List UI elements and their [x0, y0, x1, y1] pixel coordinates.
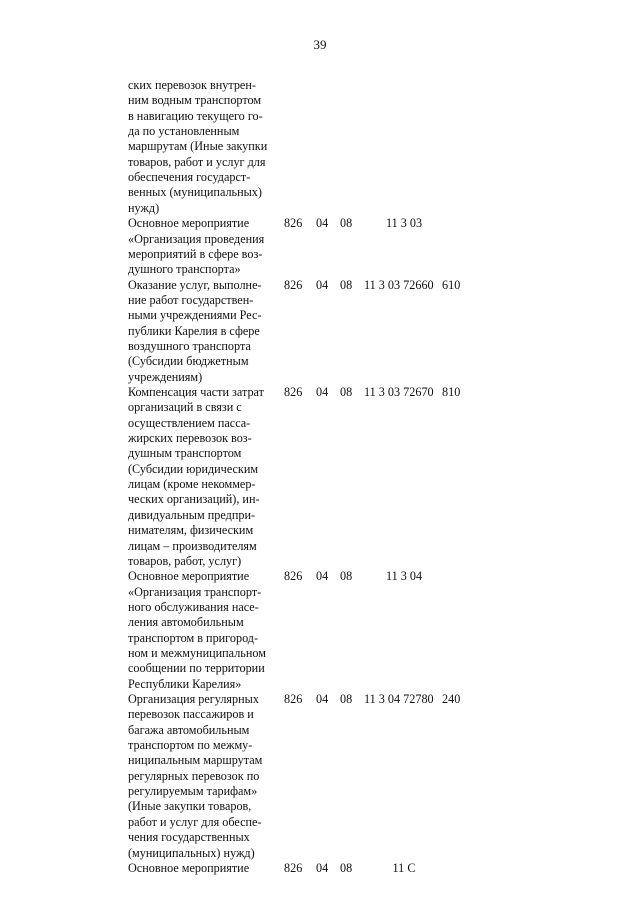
description-line: (Субсидии бюджетным — [128, 354, 249, 369]
subsection-code: 08 — [340, 216, 353, 231]
description-line: сообщении по территории — [128, 661, 265, 676]
description-line: «Организация проведения — [128, 231, 265, 246]
description-line: (Субсидии юридическим — [128, 461, 259, 476]
description-line: (Иные закупки товаров, — [128, 799, 252, 814]
target-article-code: 11 3 03 72670 — [364, 385, 434, 399]
section-code: 04 — [316, 569, 329, 584]
section-code: 04 — [316, 277, 329, 292]
target-article-code: 11 С — [392, 860, 416, 875]
description-line: маршрутам (Иные закупки — [128, 139, 268, 154]
description-line: душным транспортом — [128, 446, 242, 461]
target-article-code: 11 3 04 — [385, 569, 423, 584]
description-line: регулярных перевозок по — [128, 768, 260, 783]
description-line: ниципальным маршрутам — [128, 753, 263, 768]
description-line: Республики Карелия» — [128, 676, 242, 691]
page-number: 39 — [313, 37, 327, 52]
description-line: публики Карелия в сфере — [128, 323, 260, 338]
description-line: ских перевозок внутрен- — [128, 78, 256, 92]
description-line: ним водным транспортом — [128, 93, 262, 108]
ministry-code: 826 — [284, 216, 303, 231]
description-line: ления автомобильным — [128, 615, 244, 630]
description-line: транспортом в пригород- — [128, 630, 259, 645]
description-line: Оказание услуг, выполне- — [128, 277, 262, 292]
target-article-code: 11 3 03 — [385, 216, 423, 231]
expense-type-code: 610 — [442, 277, 461, 292]
description-line: обеспечения государст- — [128, 170, 251, 185]
description-line: ном и межмуниципальном — [128, 645, 266, 660]
description-line: Основное мероприятие — [128, 216, 250, 231]
description-line: воздушного транспорта — [128, 338, 251, 353]
description-line: венных (муниципальных) — [128, 185, 262, 200]
subsection-code: 08 — [340, 277, 353, 292]
subsection-code: 08 — [340, 385, 353, 399]
description-line: ного обслуживания насе- — [128, 599, 259, 614]
description-line: Организация регулярных — [128, 692, 259, 706]
description-line: осуществлением пасса- — [128, 415, 251, 430]
ministry-code: 826 — [284, 692, 303, 706]
description-line: нужд) — [128, 200, 160, 215]
description-line: в навигацию текущего го- — [128, 108, 263, 123]
description-line: мероприятий в сфере воз- — [128, 246, 263, 261]
target-article-code: 11 3 03 72660 — [364, 277, 434, 292]
description-line: душного транспорта» — [128, 262, 241, 277]
description-line: багажа автомобильным — [128, 722, 250, 737]
description-line: жирских перевозок воз- — [128, 431, 252, 446]
subsection-code: 08 — [340, 692, 353, 706]
description-line: лицам – производителям — [128, 538, 257, 553]
description-line: ческих организаций), ин- — [128, 492, 260, 507]
description-line: товаров, работ и услуг для — [128, 154, 266, 169]
description-line: Основное мероприятие — [128, 860, 250, 875]
ministry-code: 826 — [284, 385, 303, 399]
description-line: транспортом по межму- — [128, 738, 253, 753]
subsection-code: 08 — [340, 569, 353, 584]
expense-type-code: 240 — [442, 692, 461, 706]
description-line: да по установленным — [128, 124, 240, 139]
description-line: нимателям, физическим — [128, 523, 254, 538]
description-line: товаров, работ, услуг) — [128, 553, 242, 568]
ministry-code: 826 — [284, 860, 303, 875]
description-line: работ и услуг для обеспе- — [128, 814, 262, 829]
description-line: ными учреждениями Рес- — [128, 308, 262, 323]
subsection-code: 08 — [340, 860, 353, 875]
expense-type-code: 810 — [442, 385, 461, 399]
description-line: «Организация транспорт- — [128, 584, 262, 599]
section-code: 04 — [316, 860, 329, 875]
description-line: (муниципальных) нужд) — [128, 845, 255, 860]
section-code: 04 — [316, 216, 329, 231]
description-line: перевозок пассажиров и — [128, 707, 254, 722]
ministry-code: 826 — [284, 277, 303, 292]
description-line: дивидуальным предпри- — [128, 507, 256, 522]
description-line: лицам (кроме некоммер- — [128, 477, 256, 492]
ministry-code: 826 — [284, 569, 303, 584]
section-code: 04 — [316, 385, 329, 399]
description-line: организаций в связи с — [128, 400, 242, 415]
description-line: учреждениям) — [128, 369, 203, 384]
description-line: регулируемым тарифам» — [128, 784, 258, 799]
description-line: Основное мероприятие — [128, 569, 250, 584]
description-line: чения государственных — [128, 830, 250, 845]
description-line: Компенсация части затрат — [128, 385, 264, 399]
description-line: ние работ государствен- — [128, 292, 254, 307]
target-article-code: 11 3 04 72780 — [364, 692, 434, 706]
section-code: 04 — [316, 692, 329, 706]
